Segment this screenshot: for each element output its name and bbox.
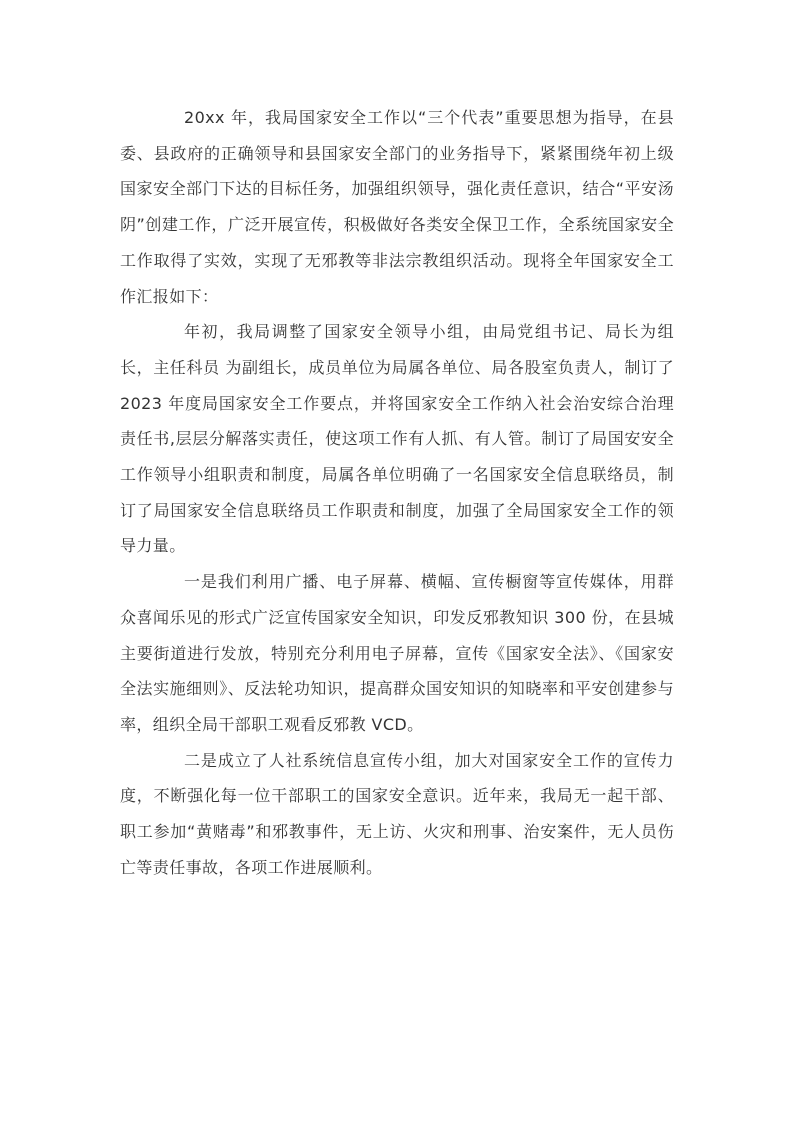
paragraph-publicity-one: 一是我们利用广播、电子屏幕、横幅、宣传橱窗等宣传媒体，用群众喜闻乐见的形式广泛宣传国家安全知识，印发反邪教知识 300 份，在县城主要街道进行发放，特别充分利用电子屏幕，宣传《国家安全法》、《国家安全法实施细则》、反法轮功知识，提高群众国安知识的知晓率和平安创建参与率，组织全局干部职工观看反邪教 VCD。 — [120, 572, 674, 734]
paragraph-intro: 20xx 年，我局国家安全工作以“三个代表”重要思想为指导，在县委、县政府的正确领导和县国家安全部门的业务指导下，紧紧围绕年初上级国家安全部门下达的目标任务，加强组织领导，强化责任意识，结合“平安汤阴”创建工作，广泛开展宣传，积极做好各类安全保卫工作，全系统国家安全工作取得了实效，实现了无邪教等非法宗教组织活动。现将全年国家安全工作汇报如下： — [120, 108, 674, 306]
document-body — [120, 100, 674, 885]
paragraph-publicity-two: 二是成立了人社系统信息宣传小组，加大对国家安全工作的宣传力度，不断强化每一位干部职工的国家安全意识。近年来，我局无一起干部、职工参加“黄赌毒”和邪教事件，无上访、火灾和刑事、治安案件，无人员伤亡等责任事故，各项工作进展顺利。 — [120, 750, 674, 877]
paragraph-leadership: 年初，我局调整了国家安全领导小组，由局党组书记、局长为组长，主任科员 为副组长，成员单位为局属各单位、局各股室负责人，制订了 2023 年度局国家安全工作要点，并将国家安全工作纳入社会治安综合治理责任书,层层分解落实责任，使这项工作有人抓、有人管。制订了局国安安全工作领导小组职责和制度，局属各单位明确了一名国家安全信息联络员，制订了局国家安全信息联络员工作职责和制度，加强了全局国家安全工作的领导力量。 — [120, 322, 674, 556]
